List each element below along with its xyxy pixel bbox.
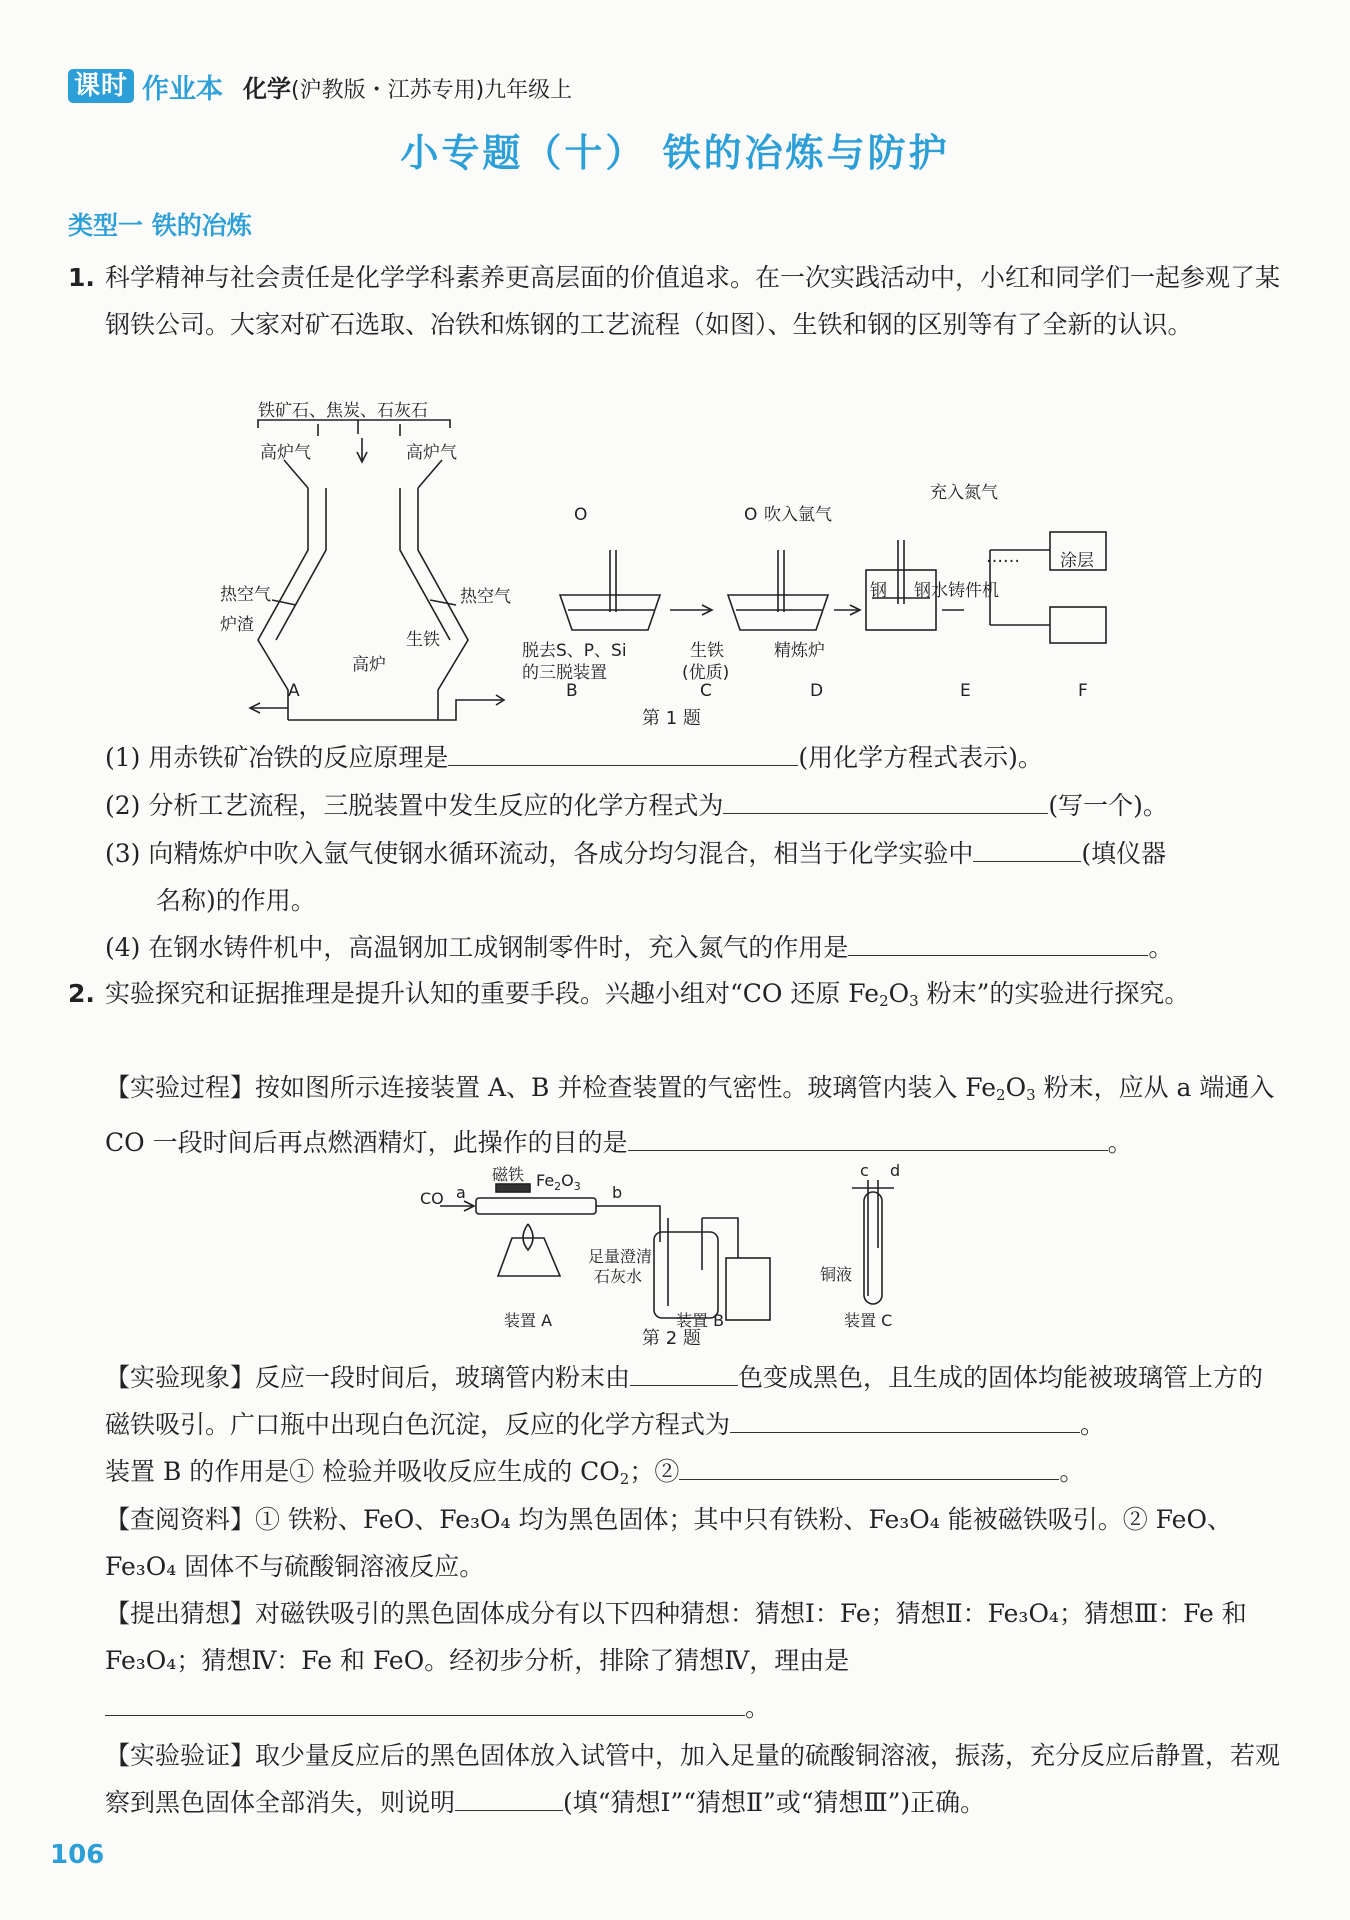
series-logo bbox=[68, 68, 223, 104]
fig1-c-label-2: (优质) bbox=[682, 663, 730, 683]
answer-blank[interactable] bbox=[848, 927, 1148, 956]
fig1-letter-f: F bbox=[1078, 681, 1088, 701]
q2-reference-info bbox=[68, 1496, 1285, 1590]
page-number: 106 bbox=[50, 1840, 105, 1870]
fig2-a-label: a bbox=[456, 1183, 466, 1202]
fig2-device-a: 装置 A bbox=[504, 1311, 553, 1330]
answer-blank[interactable] bbox=[455, 1782, 563, 1811]
fig2-limewater-2: 石灰水 bbox=[594, 1267, 643, 1286]
answer-blank[interactable] bbox=[105, 1687, 745, 1716]
answer-blank[interactable] bbox=[973, 833, 1081, 862]
fig1-c-label-1: 生铁 bbox=[690, 641, 724, 661]
fig1-letter-d: D bbox=[810, 681, 824, 701]
q2-phenomenon-text: 【实验现象】反应一段时间后，玻璃管内粉末由 bbox=[105, 1363, 631, 1392]
subject: 化学 bbox=[243, 74, 292, 103]
q1-part-2-tail: (写一个)。 bbox=[1048, 791, 1168, 820]
book-header bbox=[68, 66, 572, 106]
fig1-dots: …… bbox=[986, 547, 1020, 567]
q2-intro-o: O bbox=[888, 979, 910, 1008]
q2-process-end: 。 bbox=[1107, 1128, 1133, 1157]
fig1-blast-gas-right: 高炉气 bbox=[406, 443, 457, 463]
fig2-device-c: 装置 C bbox=[844, 1311, 893, 1330]
edition: (沪教版・江苏专用)九年级上 bbox=[291, 77, 573, 103]
fig1-letter-b: B bbox=[566, 681, 578, 701]
fig1-steel: 钢 bbox=[870, 581, 887, 601]
fig1-letter-e: E bbox=[960, 681, 971, 701]
subscript: 3 bbox=[909, 992, 919, 1010]
book-subtitle bbox=[243, 69, 572, 104]
q1-part-1-tail: (用化学方程式表示)。 bbox=[798, 743, 1043, 772]
q2-device-b-text-2: ；② bbox=[629, 1457, 680, 1486]
question-number: 1. bbox=[68, 263, 95, 292]
q2-verify-text: 【实验验证】取少量反应后的黑色固体放入试管中，加入足量的硫酸铜溶液，振荡，充分反应后静置，若观察到黑色固体全部消失，则说明 bbox=[105, 1741, 1281, 1817]
figure-1 bbox=[220, 400, 1110, 730]
q2-process-text: 【实验过程】按如图所示连接装置 A、B 并检查装置的气密性。玻璃管内装入 Fe bbox=[105, 1073, 997, 1102]
fig1-argon-blow: 吹入氩气 bbox=[764, 505, 832, 525]
fig2-fe2o3: $Fe_2O_3$ bbox=[536, 1171, 581, 1193]
q2-verification bbox=[68, 1732, 1285, 1826]
q1-part-3-line2-text: 名称)的作用。 bbox=[156, 886, 316, 915]
q1-part-3-tail: (填仪器 bbox=[1081, 839, 1167, 868]
fig2-co-label: CO bbox=[420, 1189, 444, 1208]
figure-2 bbox=[420, 1158, 940, 1338]
q2-phenomenon bbox=[68, 1354, 1285, 1448]
q2-phenomenon-text-2: 色变成黑色，且生成的固体均能被玻璃管上方的磁铁吸引。广口瓶中出现白色沉淀，反应的化学方程式为 bbox=[105, 1363, 1264, 1439]
fig1-coating: 涂层 bbox=[1060, 551, 1094, 571]
q1-part-4-tail: 。 bbox=[1148, 933, 1174, 962]
section-heading: 类型一 铁的冶炼 bbox=[68, 211, 252, 240]
fig2-magnet: 磁铁 bbox=[492, 1165, 525, 1184]
fig1-slag: 炉渣 bbox=[220, 615, 254, 635]
subscript: 2 bbox=[619, 1470, 630, 1488]
q1-part-2-text: (2) 分析工艺流程，三脱装置中发生反应的化学方程式为 bbox=[105, 791, 724, 820]
q2-hypotheses bbox=[68, 1590, 1285, 1731]
q2-phenomenon-end: 。 bbox=[1080, 1410, 1106, 1439]
fig1-nitrogen-fill: 充入氮气 bbox=[930, 483, 998, 503]
q1-part-4-text: (4) 在钢水铸件机中，高温钢加工成钢制零件时，充入氮气的作用是 bbox=[105, 933, 849, 962]
fig1-top-label: 铁矿石、焦炭、石灰石 bbox=[258, 401, 428, 421]
q2-process-o: O bbox=[1005, 1073, 1027, 1102]
question-number: 2. bbox=[68, 979, 95, 1008]
subscript: 3 bbox=[1026, 1086, 1036, 1104]
logo-text: 作业本 bbox=[142, 73, 224, 105]
fig1-b-label-1: 脱去S、P、Si bbox=[522, 641, 627, 661]
q2-guess-text: 【提出猜想】对磁铁吸引的黑色固体成分有以下四种猜想：猜想Ⅰ：Fe；猜想Ⅱ：Fe₃O₄；猜想Ⅲ：Fe 和 Fe₃O₄；猜想Ⅳ：Fe 和 FeO。经初步分析，排除了猜想Ⅳ，理由是 bbox=[105, 1599, 1247, 1675]
fig1-letter-a: A bbox=[288, 681, 300, 701]
answer-blank[interactable] bbox=[723, 785, 1048, 814]
fig1-hot-air-left: 热空气 bbox=[220, 585, 271, 605]
fig2-copper-solution: 铜液 bbox=[820, 1265, 853, 1284]
fig1-b-label-2: 的三脱装置 bbox=[522, 663, 607, 683]
fig1-d-label: 精炼炉 bbox=[774, 641, 825, 661]
q1-part-3-line-2 bbox=[68, 877, 1336, 924]
q1-part-3-text: (3) 向精炼炉中吹入氩气使钢水循环流动，各成分均匀混合，相当于化学实验中 bbox=[105, 839, 974, 868]
q2-device-b-role bbox=[68, 1448, 1285, 1503]
fig2-device-b: 装置 B bbox=[676, 1311, 725, 1330]
q1-part-1-text: (1) 用赤铁矿冶铁的反应原理是 bbox=[105, 743, 449, 772]
fig1-letter-c: C bbox=[700, 681, 712, 701]
q2-device-b-end: 。 bbox=[1059, 1457, 1085, 1486]
q2-process bbox=[68, 1064, 1285, 1166]
fig2-limewater-1: 足量澄清 bbox=[588, 1247, 653, 1266]
fig1-blast-gas-left: 高炉气 bbox=[260, 443, 311, 463]
q2-intro: 实验探究和证据推理是提升认知的重要手段。兴趣小组对“CO 还原 Fe bbox=[105, 979, 880, 1008]
question-2 bbox=[68, 970, 1285, 1025]
q2-info-text: 【查阅资料】① 铁粉、FeO、Fe₃O₄ 均为黑色固体；其中只有铁粉、Fe₃O₄ 能被磁铁吸引。② FeO、Fe₃O₄ 固体不与硫酸铜溶液反应。 bbox=[105, 1505, 1232, 1581]
figure-2-caption: 第 2 题 bbox=[642, 1328, 701, 1349]
q1-part-4 bbox=[68, 924, 1285, 971]
question-1 bbox=[68, 254, 1285, 348]
q2-verify-tail: (填“猜想Ⅰ”“猜想Ⅱ”或“猜想Ⅲ”)正确。 bbox=[563, 1788, 986, 1817]
fig1-caster: 钢水铸件机 bbox=[914, 581, 999, 601]
answer-blank[interactable] bbox=[628, 1122, 1108, 1151]
fig1-furnace: 高炉 bbox=[352, 655, 386, 675]
q1-part-3 bbox=[68, 830, 1285, 877]
fig1-o2-b: O bbox=[574, 505, 588, 525]
q2-device-b-text: 装置 B 的作用是① 检验并吸收反应生成的 CO bbox=[105, 1457, 620, 1486]
page-title: 小专题（十） 铁的冶炼与防护 bbox=[400, 131, 950, 175]
answer-blank[interactable] bbox=[630, 1357, 738, 1386]
fig2-b-label: b bbox=[612, 1183, 623, 1202]
fig1-hot-air-right: 热空气 bbox=[460, 587, 511, 607]
q2-guess-end: 。 bbox=[745, 1693, 771, 1722]
answer-blank[interactable] bbox=[730, 1404, 1080, 1433]
fig1-o2-c: O bbox=[744, 505, 758, 525]
fig2-d-label: d bbox=[890, 1161, 901, 1180]
q1-part-1 bbox=[68, 734, 1285, 781]
logo-mark: 课时 bbox=[68, 69, 134, 103]
q2-intro-tail: 粉末”的实验进行探究。 bbox=[918, 979, 1190, 1008]
q1-part-2 bbox=[68, 782, 1285, 829]
fig2-c-label: c bbox=[860, 1161, 869, 1180]
figure-1-caption: 第 1 题 bbox=[642, 708, 701, 729]
subscript: 2 bbox=[996, 1086, 1006, 1104]
fig1-pig-iron-out: 生铁 bbox=[406, 630, 440, 650]
subscript: 2 bbox=[879, 992, 889, 1010]
q2-process-tail-text: 粉末，应从 a 端通入 CO 一段时间后再点燃酒精灯，此操作的目的是 bbox=[105, 1073, 1275, 1157]
question-text: 科学精神与社会责任是化学学科素养更高层面的价值追求。在一次实践活动中，小红和同学们一起参观了某钢铁公司。大家对矿石选取、冶铁和炼钢的工艺流程（如图）、生铁和钢的区别等有了全新的认识。 bbox=[105, 263, 1281, 339]
answer-blank[interactable] bbox=[679, 1451, 1059, 1480]
answer-blank[interactable] bbox=[448, 737, 798, 766]
